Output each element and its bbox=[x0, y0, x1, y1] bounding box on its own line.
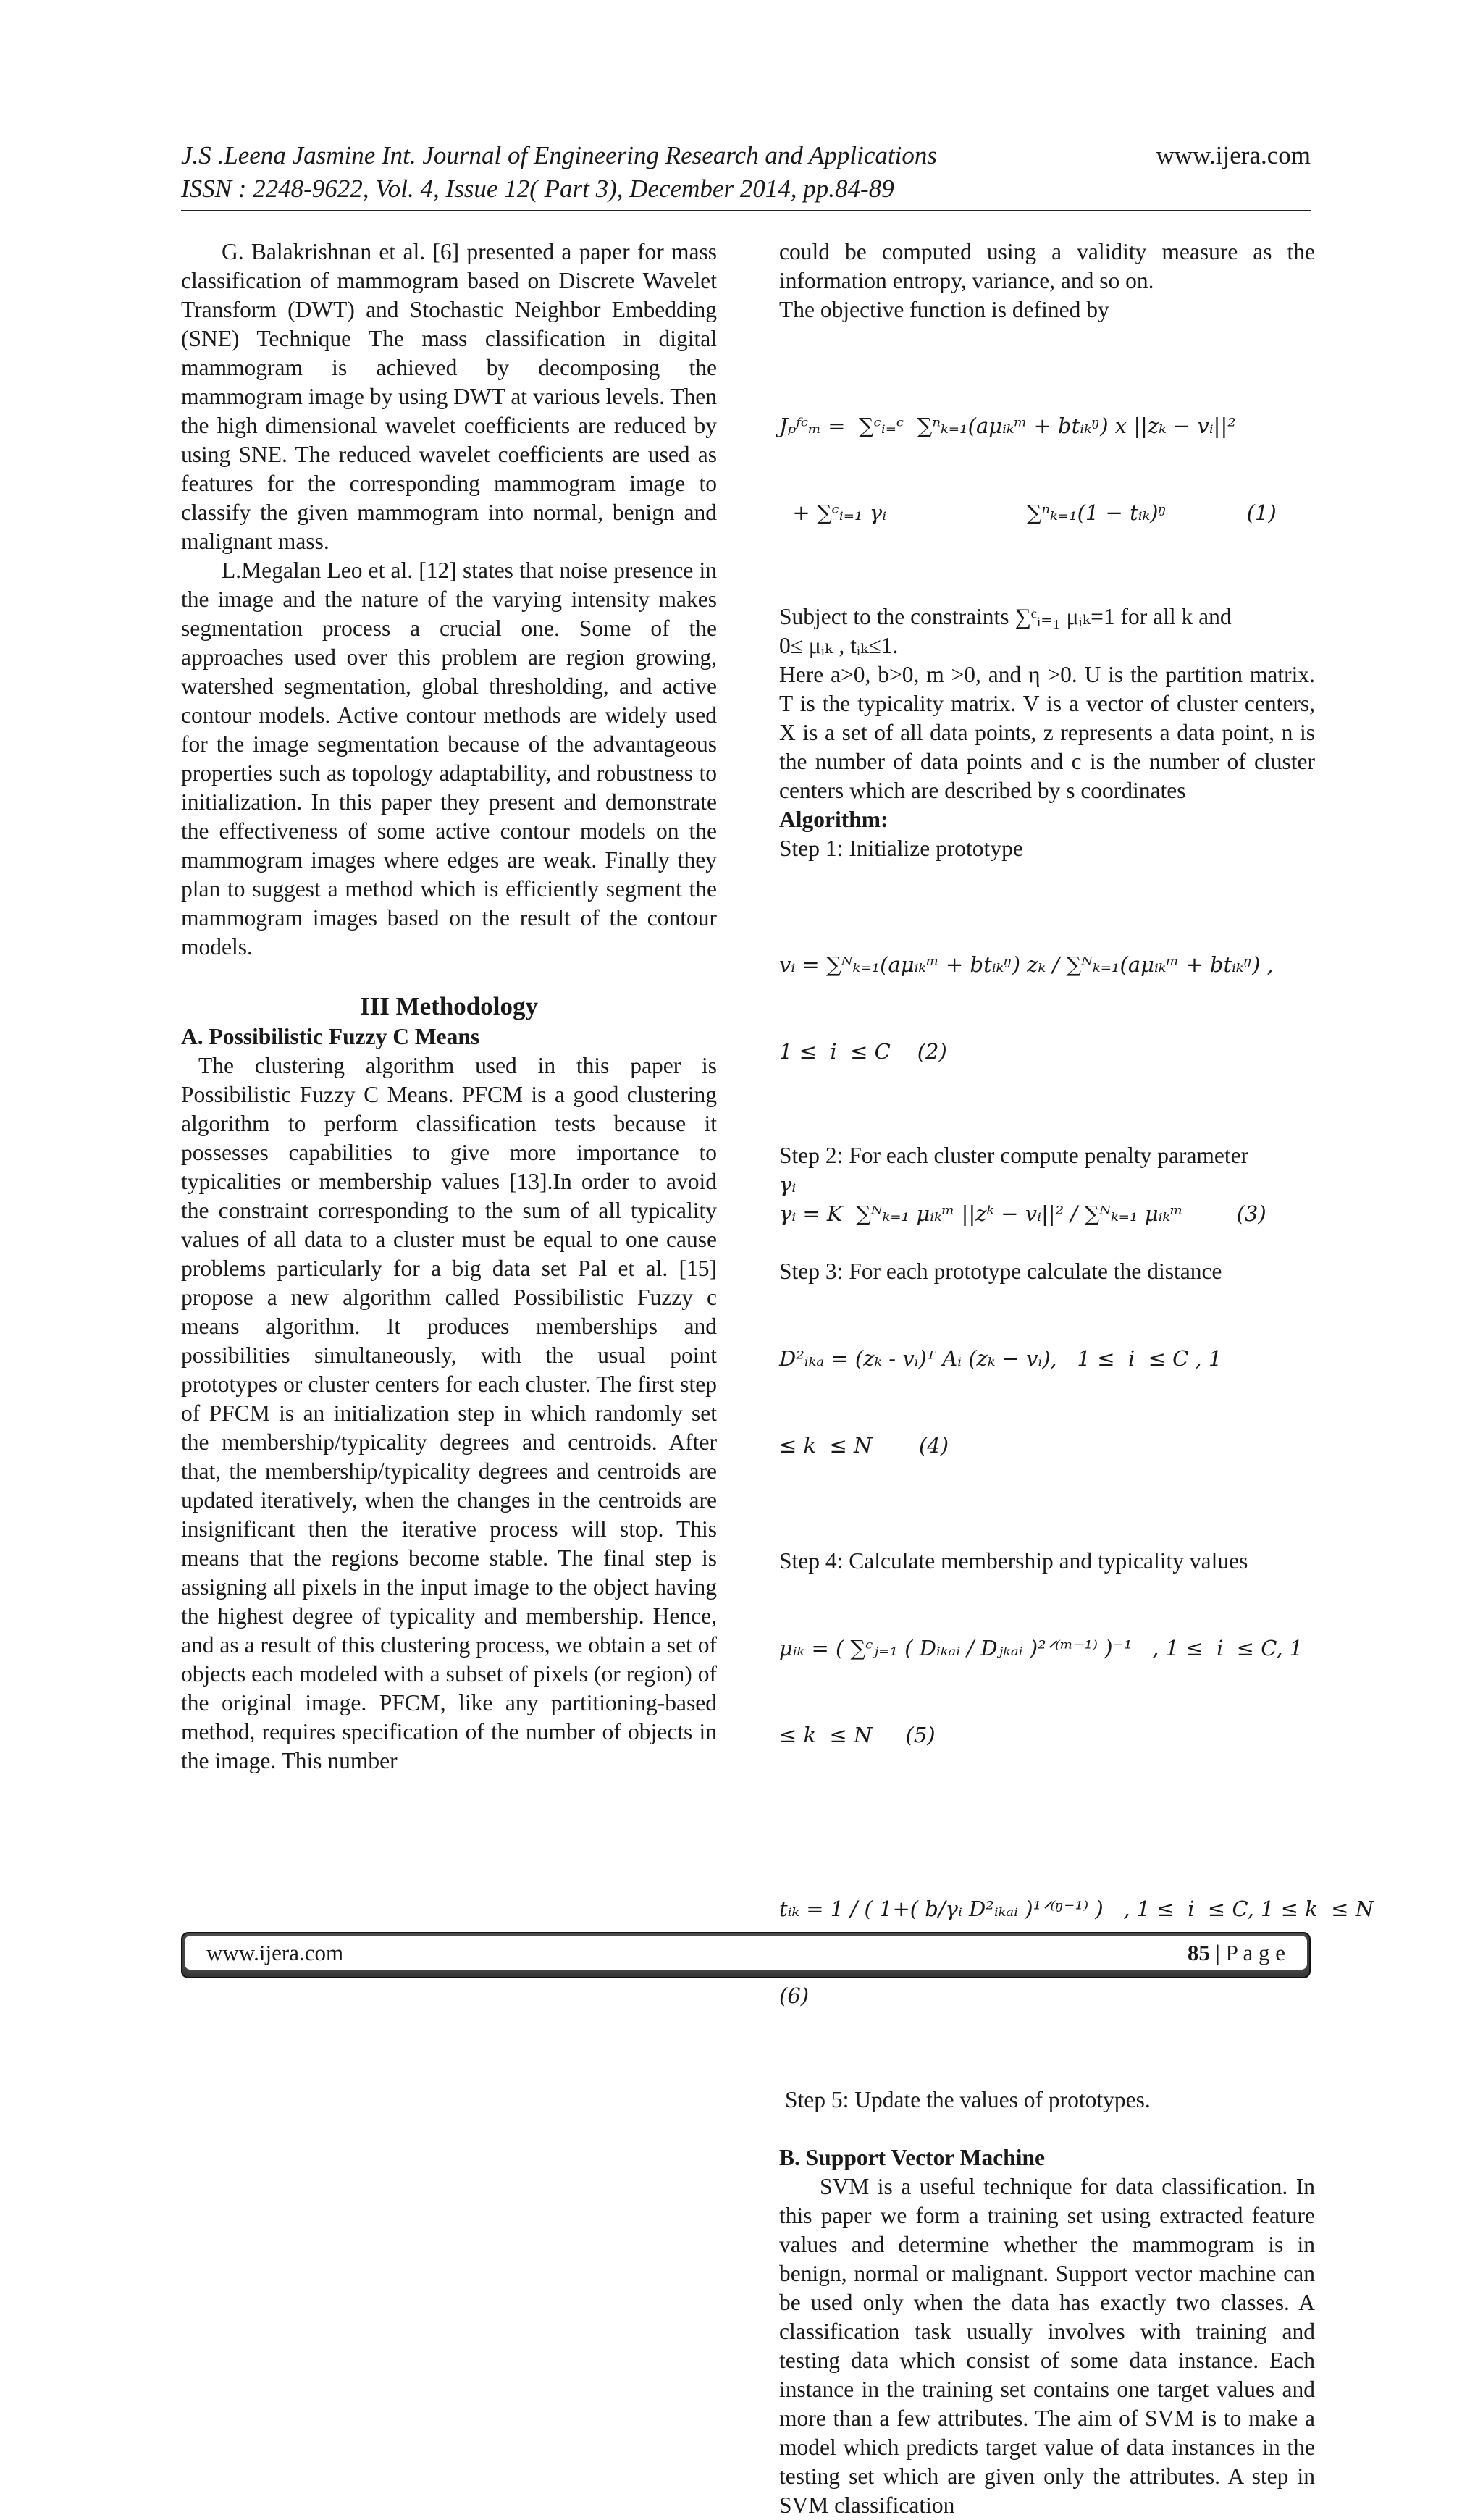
paragraph-validity: could be computed using a validity measure as the information entropy, variance, and so on. bbox=[779, 239, 1315, 293]
step-2: Step 2: For each cluster compute penalty parameter bbox=[779, 1143, 1249, 1168]
step-2-gamma: γᵢ bbox=[779, 1172, 797, 1197]
step-3: Step 3: For each prototype calculate the distance bbox=[779, 1259, 1222, 1284]
subsection-heading-pfcm: A. Possibilistic Fuzzy C Means bbox=[181, 1024, 480, 1049]
objective-intro: The objective function is defined by bbox=[779, 297, 1109, 322]
equation-4-line-a: D²ᵢₖₐ = (zₖ - vᵢ)ᵀ Aᵢ (zₖ − vᵢ), 1 ≤ i ≤ C , 1 bbox=[779, 1346, 1222, 1371]
equation-5-line-a: μᵢₖ = ( ∑ᶜⱼ₌₁ ( Dᵢₖₐᵢ / Dⱼₖₐᵢ )²ᐟ⁽ᵐ⁻¹⁾ )⁻¹ , 1 ≤ i ≤ C, 1 bbox=[779, 1636, 1303, 1660]
constraints-line-2: 0≤ μᵢₖ , tᵢₖ≤1. bbox=[779, 633, 899, 658]
footer-url[interactable]: www.ijera.com bbox=[206, 1939, 344, 1965]
journal-citation: J.S .Leena Jasmine Int. Journal of Engineering Research and Applications bbox=[181, 141, 937, 169]
step-5: Step 5: Update the values of prototypes. bbox=[785, 2087, 1151, 2112]
page-number-value: 85 bbox=[1187, 1939, 1210, 1965]
header-rule bbox=[181, 210, 1311, 211]
paragraph-parameters: Here a>0, b>0, m >0, and η >0. U is the partition matrix. T is the typicality matrix. V is a vector of cluster centers, X is a set of all data points, z represents a data point, n is the number of data points and c is the number of cluster centers which are described by s coordinates bbox=[779, 662, 1315, 803]
equation-5 bbox=[779, 1576, 1315, 1807]
left-column bbox=[181, 238, 717, 1776]
equation-6-line-b: (6) bbox=[779, 1983, 810, 2008]
algorithm-heading: Algorithm: bbox=[779, 807, 888, 832]
subsection-heading-svm: B. Support Vector Machine bbox=[779, 2145, 1045, 2170]
equation-1-line-b: + ∑ᶜᵢ₌₁ γᵢ ∑ⁿₖ₌₁(1 − tᵢₖ)ᵑ (1) bbox=[779, 500, 1277, 525]
journal-url[interactable]: www.ijera.com bbox=[1156, 141, 1311, 169]
equation-6-line-a: tᵢₖ = 1 / ( 1+( b/γᵢ D²ᵢₖₐᵢ )¹ᐟ⁽ᵑ⁻¹⁾ ) , 1 ≤ i ≤ C, 1 ≤ k ≤ N bbox=[779, 1897, 1374, 1921]
equation-1 bbox=[779, 353, 1315, 585]
equation-1-line-a: Jₚᶠᶜₘ = ∑ᶜᵢ₌ᶜ ∑ⁿₖ₌₁(aμᵢₖᵐ + btᵢₖᵑ) x ||zₖ − vᵢ||² bbox=[779, 413, 1236, 438]
constraints-line-1: Subject to the constraints ∑ᶜᵢ₌₁ μᵢₖ=1 for all k and bbox=[779, 604, 1232, 629]
equation-3: γᵢ = K ∑ᴺₖ₌₁ μᵢₖᵐ ||zᵏ − vᵢ||² / ∑ᴺₖ₌₁ μᵢₖᵐ (3) bbox=[779, 1201, 1266, 1226]
equation-4-line-b: ≤ k ≤ N (4) bbox=[779, 1433, 949, 1458]
equation-2-line-b: 1 ≤ i ≤ C (2) bbox=[779, 1039, 947, 1064]
step-4: Step 4: Calculate membership and typicality values bbox=[779, 1548, 1248, 1574]
page-footer bbox=[181, 1932, 1311, 1978]
right-column bbox=[779, 238, 1374, 2520]
section-heading: III Methodology bbox=[360, 992, 538, 1020]
step-1: Step 1: Initialize prototype bbox=[779, 836, 1023, 861]
paragraph-pfcm: The clustering algorithm used in this paper is Possibilistic Fuzzy C Means. PFCM is a good clustering algorithm to perform classification tests because it possesses capabilities to give more importance to typicalities or membership values [13].In order to avoid the constraint corresponding to the sum of all typicality values of all data to a cluster must be equal to one cause problems particularly for a big data set Pal et al. [15] propose a new algorithm called Possibilistic Fuzzy c means algorithm. It produces memberships and possibilities simultaneously, with the usual point prototypes or cluster centers for each cluster. The first step of PFCM is an initialization step in which randomly set the membership/typicality degrees and centroids. After that, the membership/typicality degrees and centroids are updated iteratively, when the changes in the centroids are insignificant then the iterative process will stop. This means that the regions become stable. The final step is assigning all pixels in the input image to the object having the highest degree of typicality and membership. Hence, and as a result of this clustering process, we obtain a set of objects each modeled with a subset of pixels (or region) of the original image. PFCM, like any partitioning-based method, requires specification of the number of objects in the image. This number bbox=[181, 1053, 717, 1773]
equation-5-line-b: ≤ k ≤ N (5) bbox=[779, 1723, 936, 1747]
equation-2-line-a: vᵢ = ∑ᴺₖ₌₁(aμᵢₖᵐ + btᵢₖᵑ) zₖ ∕ ∑ᴺₖ₌₁(aμᵢₖᵐ + btᵢₖᵑ) , bbox=[779, 952, 1274, 977]
equation-2 bbox=[779, 892, 1315, 1124]
page-number bbox=[1188, 1940, 1285, 1966]
issn-line: ISSN : 2248-9622, Vol. 4, Issue 12( Part 3), December 2014, pp.84-89 bbox=[181, 175, 894, 203]
equation-4 bbox=[779, 1286, 1315, 1518]
paragraph-balakrishnan: G. Balakrishnan et al. [6] presented a paper for mass classification of mammogram based on Discrete Wavelet Transform (DWT) and Stochastic Neighbor Embedding (SNE) Technique The mass classification in digital mammogram is achieved by decomposing the mammogram image by using DWT at various levels. Then the high dimensional wavelet coefficients are reduced by using SNE. The reduced wavelet coefficients are used as features for the corresponding mammogram image to classify the given mammogram into normal, benign and malignant mass. bbox=[181, 239, 717, 554]
paragraph-svm: SVM is a useful technique for data classification. In this paper we form a training set using extracted feature values and determine whether the mammogram is in benign, normal or malignant. Support vector machine can be used only when the data has exactly two classes. A classification task usually involves with training and testing data which consist of some data instance. Each instance in the training set contains one target values and more than a few attributes. The aim of SVM is to make a model which predicts target value of data instances in the testing set which are given only the attributes. A step in SVM classification bbox=[779, 2174, 1315, 2518]
page-label: | P a g e bbox=[1209, 1939, 1285, 1965]
paragraph-megalan: L.Megalan Leo et al. [12] states that noise presence in the image and the nature of the varying intensity makes segmentation process a crucial one. Some of the approaches used over this problem are region growing, watershed segmentation, global thresholding, and active contour models. Active contour methods are widely used for the image segmentation because of the advantageous properties such as topology adaptability, and robustness to initialization. In this paper they present and demonstrate the effectiveness of some active contour models on the mammogram images where edges are weak. Finally they plan to suggest a method which is efficiently segment the mammogram images based on the result of the contour models. bbox=[181, 558, 717, 959]
running-header bbox=[181, 139, 1311, 206]
